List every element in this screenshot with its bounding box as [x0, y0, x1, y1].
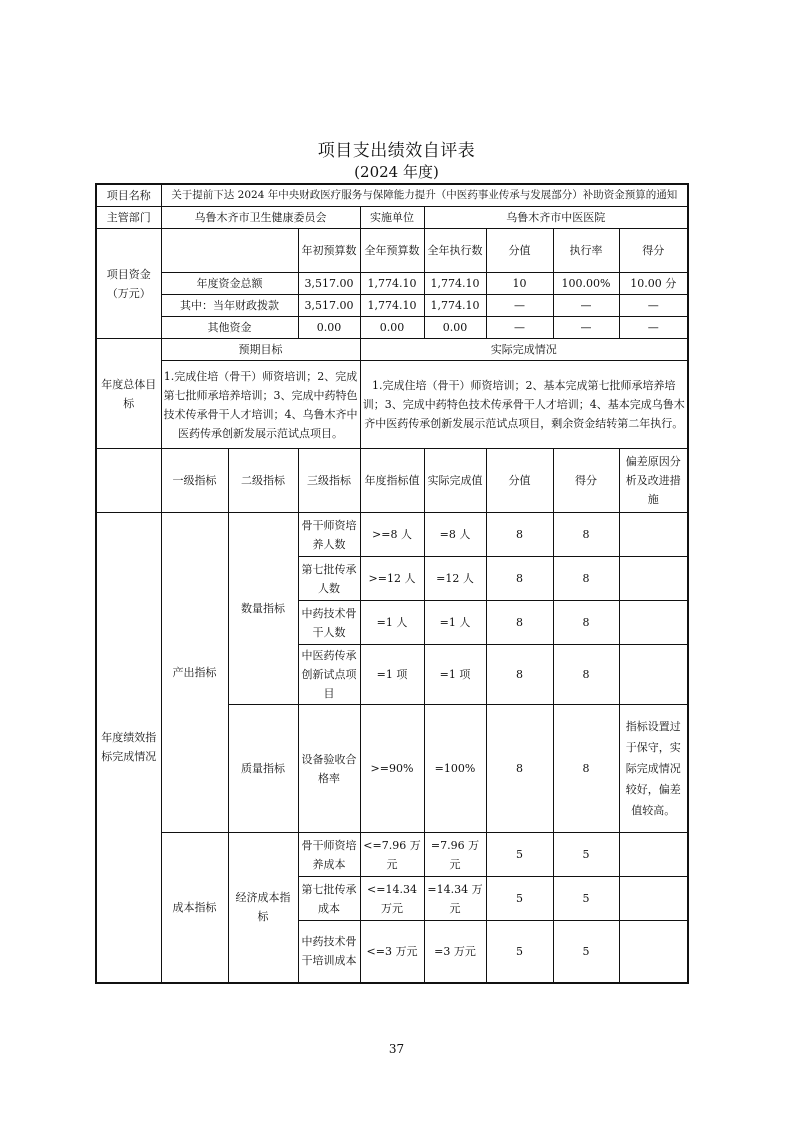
indicator-deviation: [619, 513, 688, 557]
indicator-deviation: [619, 833, 688, 877]
funds-annual-exec: 1,774.10: [424, 273, 486, 295]
indicator-name: 中医药传承创新试点项目: [298, 645, 360, 705]
indicator-score-value: 8: [486, 557, 553, 601]
indicator-name: 中药技术骨干培训成本: [298, 921, 360, 983]
indicator-target: <=3 万元: [360, 921, 424, 983]
funds-annual-exec: 0.00: [424, 317, 486, 339]
funds-score: —: [619, 317, 688, 339]
indicator-target: <=7.96 万元: [360, 833, 424, 877]
header-deviation: 偏差原因分析及改进措施: [619, 449, 688, 513]
indicator-score: 8: [553, 557, 619, 601]
impl-label: 实施单位: [360, 207, 424, 229]
indicator-score-value: 8: [486, 645, 553, 705]
indicator-name: 骨干师资培养人数: [298, 513, 360, 557]
goals-expected-header: 预期目标: [161, 339, 360, 361]
indicators-section-label: 年度绩效指标完成情况: [96, 513, 161, 983]
header-level2: 二级指标: [228, 449, 298, 513]
quantity-indicator-label: 数量指标: [228, 513, 298, 705]
page-title: 项目支出绩效自评表: [317, 141, 476, 161]
indicator-score-value: 5: [486, 921, 553, 983]
funds-label: 项目资金（万元）: [96, 229, 161, 339]
funds-initial-budget: 3,517.00: [298, 295, 360, 317]
funds-score: —: [619, 295, 688, 317]
cost-indicator-label: 成本指标: [161, 833, 228, 983]
indicator-score-value: 8: [486, 513, 553, 557]
funds-header-annual-budget: 全年预算数: [360, 229, 424, 273]
performance-table: [95, 183, 689, 984]
funds-row-label: 年度资金总额: [161, 273, 298, 295]
indicator-score-value: 5: [486, 833, 553, 877]
indicator-deviation: [619, 921, 688, 983]
goals-label: 年度总体目标: [96, 339, 161, 449]
header-score-value: 分值: [486, 449, 553, 513]
indicator-score: 8: [553, 601, 619, 645]
indicator-target: >=12 人: [360, 557, 424, 601]
indicator-score-value: 8: [486, 601, 553, 645]
funds-annual-budget: 1,774.10: [360, 273, 424, 295]
indicator-actual: =14.34 万元: [424, 877, 486, 921]
goals-expected-text: 1.完成住培（骨干）师资培训；2、完成第七批师承培养培训；3、完成中药特色技术传承骨干人才培训；4、乌鲁木齐中医药传承创新发展示范试点项目。: [161, 361, 360, 449]
impl-value: 乌鲁木齐市中医医院: [424, 207, 688, 229]
indicator-score-value: 5: [486, 877, 553, 921]
dept-label: 主管部门: [96, 207, 161, 229]
funds-row-total: [96, 273, 688, 295]
funds-score-value: 10: [486, 273, 553, 295]
indicator-name: 第七批传承人数: [298, 557, 360, 601]
project-name-label: 项目名称: [96, 184, 161, 207]
indicator-name: 设备验收合格率: [298, 705, 360, 833]
table-row: [96, 513, 688, 557]
indicator-score: 8: [553, 645, 619, 705]
indicator-target: =1 项: [360, 645, 424, 705]
indicator-score: 5: [553, 921, 619, 983]
header-level1: 一级指标: [161, 449, 228, 513]
indicator-name: 中药技术骨干人数: [298, 601, 360, 645]
page-number: 37: [388, 1042, 405, 1056]
indicator-actual: =8 人: [424, 513, 486, 557]
funds-annual-budget: 0.00: [360, 317, 424, 339]
indicator-actual: =12 人: [424, 557, 486, 601]
funds-annual-budget: 1,774.10: [360, 295, 424, 317]
project-name-value: 关于提前下达 2024 年中央财政医疗服务与保障能力提升（中医药事业传承与发展部分）补助资金预算的通知: [161, 184, 688, 207]
funds-header-exec-rate: 执行率: [553, 229, 619, 273]
output-indicator-label: 产出指标: [161, 513, 228, 833]
quality-indicator-label: 质量指标: [228, 705, 298, 833]
economic-cost-label: 经济成本指标: [228, 833, 298, 983]
page-subtitle: (2024 年度): [354, 163, 439, 181]
funds-initial-budget: 0.00: [298, 317, 360, 339]
table-row: [96, 833, 688, 877]
funds-header-annual-exec: 全年执行数: [424, 229, 486, 273]
funds-exec-rate: —: [553, 295, 619, 317]
funds-header-score-value: 分值: [486, 229, 553, 273]
indicator-deviation: [619, 557, 688, 601]
indicator-target: <=14.34 万元: [360, 877, 424, 921]
funds-row-other: [96, 317, 688, 339]
indicator-target: =1 人: [360, 601, 424, 645]
indicator-score: 8: [553, 705, 619, 833]
header-level3: 三级指标: [298, 449, 360, 513]
indicator-target: >=8 人: [360, 513, 424, 557]
indicator-score: 5: [553, 833, 619, 877]
header-score: 得分: [553, 449, 619, 513]
indicator-score: 5: [553, 877, 619, 921]
funds-exec-rate: 100.00%: [553, 273, 619, 295]
funds-initial-budget: 3,517.00: [298, 273, 360, 295]
funds-score-value: —: [486, 317, 553, 339]
funds-header-initial-budget: 年初预算数: [298, 229, 360, 273]
indicator-actual: =1 人: [424, 601, 486, 645]
funds-score-value: —: [486, 295, 553, 317]
indicator-score-value: 8: [486, 705, 553, 833]
funds-annual-exec: 1,774.10: [424, 295, 486, 317]
indicator-score: 8: [553, 513, 619, 557]
indicator-target: >=90%: [360, 705, 424, 833]
header-actual: 实际完成值: [424, 449, 486, 513]
indicator-deviation: [619, 877, 688, 921]
goals-actual-header: 实际完成情况: [360, 339, 688, 361]
funds-row-label: 其他资金: [161, 317, 298, 339]
indicator-deviation: 指标设置过于保守，实际完成情况较好，偏差值较高。: [619, 705, 688, 833]
indicator-actual: =1 项: [424, 645, 486, 705]
indicator-actual: =100%: [424, 705, 486, 833]
funds-score: 10.00 分: [619, 273, 688, 295]
funds-row-fiscal: [96, 295, 688, 317]
header-target: 年度指标值: [360, 449, 424, 513]
dept-value: 乌鲁木齐市卫生健康委员会: [161, 207, 360, 229]
indicator-name: 第七批传承成本: [298, 877, 360, 921]
goals-actual-text: 1.完成住培（骨干）师资培训；2、基本完成第七批师承培养培训；3、完成中药特色技术传承骨干人才培训；4、基本完成乌鲁木齐中医药传承创新发展示范试点项目，剩余资金结转第二年执行。: [360, 361, 688, 449]
indicators-header-blank: [96, 449, 161, 513]
indicator-name: 骨干师资培养成本: [298, 833, 360, 877]
indicator-deviation: [619, 601, 688, 645]
indicator-deviation: [619, 645, 688, 705]
funds-header-score: 得分: [619, 229, 688, 273]
indicator-actual: =7.96 万元: [424, 833, 486, 877]
funds-header-blank: [161, 229, 298, 273]
indicator-actual: =3 万元: [424, 921, 486, 983]
funds-exec-rate: —: [553, 317, 619, 339]
funds-row-label: 其中：当年财政拨款: [161, 295, 298, 317]
